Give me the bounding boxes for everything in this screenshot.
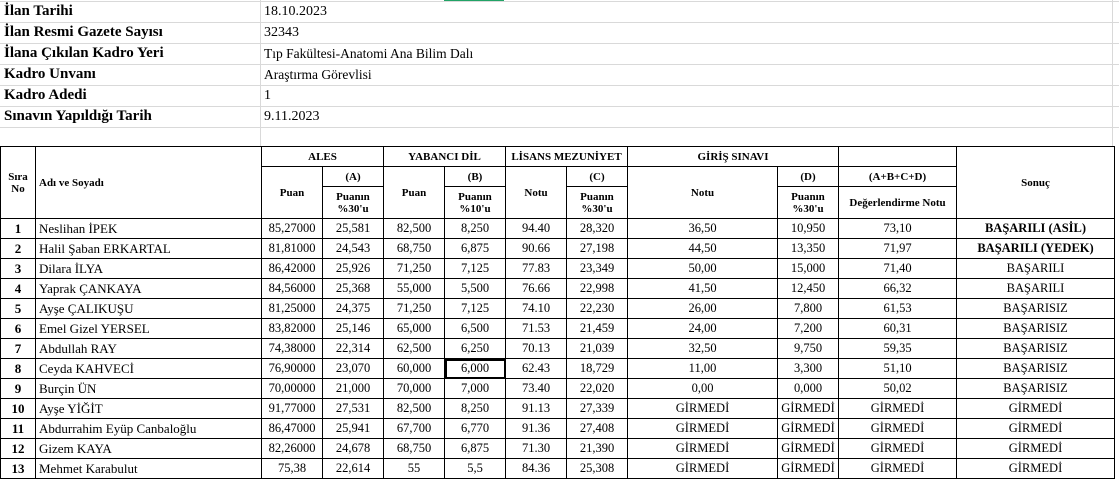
table-row (1, 279, 1115, 299)
cell-sira-no[interactable]: 10 (1, 399, 36, 419)
cell-ales-puanin[interactable]: 23,070 (323, 359, 384, 379)
header-d-p30: %30'u (792, 202, 824, 215)
cell-name[interactable]: Abdullah RAY (36, 339, 262, 359)
cell-sonuc[interactable]: BAŞARILI (957, 259, 1115, 279)
cell-giris-puanin[interactable]: 13,350 (778, 239, 839, 259)
cell-lisans-puanin[interactable]: 27,339 (567, 399, 628, 419)
cell-giris-notu[interactable]: GİRMEDİ (628, 419, 778, 439)
cell-sira-no[interactable]: 2 (1, 239, 36, 259)
cell-ales-puanin[interactable]: 25,368 (323, 279, 384, 299)
cell-lisans-notu[interactable]: 77.83 (506, 259, 567, 279)
cell-yabanci-puan[interactable]: 82,500 (384, 399, 445, 419)
cell-lisans-notu[interactable]: 73.40 (506, 379, 567, 399)
cell-lisans-notu[interactable]: 84.36 (506, 459, 567, 479)
table-row (1, 299, 1115, 319)
cell-giris-notu[interactable]: 26,00 (628, 299, 778, 319)
cell-sonuc[interactable]: GİRMEDİ (957, 399, 1115, 419)
header-a-p30: %30'u (337, 202, 369, 215)
cell-ales-puan[interactable]: 82,26000 (262, 439, 323, 459)
cell-sonuc[interactable]: BAŞARILI (ASİL) (957, 219, 1115, 239)
cell-name[interactable]: Ayşe YİĞİT (36, 399, 262, 419)
cell-sira-no[interactable]: 3 (1, 259, 36, 279)
grid-line (0, 127, 1119, 128)
cell-lisans-notu[interactable]: 62.43 (506, 359, 567, 379)
cell-name[interactable]: Neslihan İPEK (36, 219, 262, 239)
cell-ales-puan[interactable]: 74,38000 (262, 339, 323, 359)
header-ales: ALES (262, 147, 384, 167)
cell-yabanci-puan[interactable]: 71,250 (384, 299, 445, 319)
cell-giris-puanin[interactable]: GİRMEDİ (778, 399, 839, 419)
cell-sira-no[interactable]: 4 (1, 279, 36, 299)
table-header (1, 147, 1115, 219)
cell-lisans-notu[interactable]: 76.66 (506, 279, 567, 299)
cell-degerlendirme-notu[interactable]: 73,10 (839, 219, 957, 239)
cell-degerlendirme-notu[interactable]: GİRMEDİ (839, 439, 957, 459)
cell-degerlendirme-notu[interactable]: 60,31 (839, 319, 957, 339)
table-row (1, 459, 1115, 479)
table-row (1, 339, 1115, 359)
cell-lisans-puanin[interactable]: 27,198 (567, 239, 628, 259)
cell-name[interactable]: Mehmet Karabulut (36, 459, 262, 479)
cell-name[interactable]: Dilara İLYA (36, 259, 262, 279)
cell-lisans-puanin[interactable]: 25,308 (567, 459, 628, 479)
cell-yabanci-puanin[interactable]: 6,875 (445, 239, 506, 259)
cell-giris-notu[interactable]: GİRMEDİ (628, 459, 778, 479)
info-value-ilan-tarihi[interactable]: 18.10.2023 (264, 4, 327, 19)
cell-giris-puanin[interactable]: GİRMEDİ (778, 459, 839, 479)
header-b: (B) (445, 167, 506, 187)
cell-yabanci-puanin[interactable]: 7,125 (445, 299, 506, 319)
cell-lisans-puanin[interactable]: 21,039 (567, 339, 628, 359)
cell-giris-notu[interactable]: 24,00 (628, 319, 778, 339)
cell-sira-no[interactable]: 12 (1, 439, 36, 459)
cell-giris-notu[interactable]: 50,00 (628, 259, 778, 279)
info-value-kadro-yeri[interactable]: Tıp Fakültesi-Anatomi Ana Bilim Dalı (264, 46, 474, 61)
cell-sonuc[interactable]: GİRMEDİ (957, 419, 1115, 439)
cell-name[interactable]: Ayşe ÇALIKUŞU (36, 299, 262, 319)
cell-sira-no[interactable]: 6 (1, 319, 36, 339)
cell-yabanci-puanin[interactable]: 5,500 (445, 279, 506, 299)
cell-sonuc[interactable]: BAŞARILI (YEDEK) (957, 239, 1115, 259)
grid-line (0, 43, 1119, 44)
cell-ales-puanin[interactable]: 25,926 (323, 259, 384, 279)
cell-degerlendirme-notu[interactable]: GİRMEDİ (839, 459, 957, 479)
cell-sira-no[interactable]: 9 (1, 379, 36, 399)
cell-ales-puanin[interactable]: 25,581 (323, 219, 384, 239)
cell-lisans-notu[interactable]: 70.13 (506, 339, 567, 359)
header-d-puanin (778, 187, 839, 219)
header-c-puanin-text: Puanın (580, 190, 614, 203)
info-label-kadro-unvani: Kadro Unvanı (4, 66, 96, 82)
cell-lisans-puanin[interactable]: 23,349 (567, 259, 628, 279)
cell-giris-puanin[interactable]: GİRMEDİ (778, 419, 839, 439)
cell-name[interactable]: Halil Şaban ERKARTAL (36, 239, 262, 259)
header-c-p30: %30'u (581, 202, 613, 215)
cell-ales-puan[interactable]: 91,77000 (262, 399, 323, 419)
cell-degerlendirme-notu[interactable]: 71,97 (839, 239, 957, 259)
cell-ales-puan[interactable]: 86,47000 (262, 419, 323, 439)
cell-degerlendirme-notu[interactable]: 59,35 (839, 339, 957, 359)
cell-lisans-notu[interactable]: 91.13 (506, 399, 567, 419)
cell-yabanci-puan[interactable]: 82,500 (384, 219, 445, 239)
results-table (0, 146, 1115, 479)
cell-sonuc[interactable]: BAŞARISIZ (957, 299, 1115, 319)
table-row (1, 439, 1115, 459)
cell-lisans-puanin[interactable]: 28,320 (567, 219, 628, 239)
cell-giris-puanin[interactable]: 10,950 (778, 219, 839, 239)
cell-yabanci-puan[interactable]: 62,500 (384, 339, 445, 359)
cell-yabanci-puan[interactable]: 65,000 (384, 319, 445, 339)
info-value-sinav-tarihi[interactable]: 9.11.2023 (264, 109, 320, 124)
cell-lisans-notu[interactable]: 90.66 (506, 239, 567, 259)
cell-lisans-puanin[interactable]: 18,729 (567, 359, 628, 379)
cell-lisans-notu[interactable]: 94.40 (506, 219, 567, 239)
header-empty (839, 147, 957, 167)
header-ales-puan: Puan (262, 167, 323, 219)
header-name: Adı ve Soyadı (36, 147, 262, 219)
header-b-puanin (445, 187, 506, 219)
cell-ales-puan[interactable]: 81,81000 (262, 239, 323, 259)
cell-lisans-notu[interactable]: 71.53 (506, 319, 567, 339)
cell-degerlendirme-notu[interactable]: 61,53 (839, 299, 957, 319)
cell-yabanci-puan[interactable]: 68,750 (384, 239, 445, 259)
cell-giris-puanin[interactable]: 7,200 (778, 319, 839, 339)
cell-sonuc[interactable]: BAŞARILI (957, 279, 1115, 299)
cell-degerlendirme-notu[interactable]: GİRMEDİ (839, 419, 957, 439)
cell-ales-puanin[interactable]: 27,531 (323, 399, 384, 419)
cell-name[interactable]: Abdurrahim Eyüp Canbaloğlu (36, 419, 262, 439)
header-yabanci-puan: Puan (384, 167, 445, 219)
cell-ales-puanin[interactable]: 22,314 (323, 339, 384, 359)
cell-giris-notu[interactable]: 32,50 (628, 339, 778, 359)
cell-yabanci-puanin[interactable]: 6,770 (445, 419, 506, 439)
cell-ales-puanin[interactable]: 24,375 (323, 299, 384, 319)
header-sira-no (1, 147, 36, 219)
cell-name[interactable]: Ceyda KAHVECİ (36, 359, 262, 379)
cell-ales-puanin[interactable]: 25,941 (323, 419, 384, 439)
cell-yabanci-puanin[interactable]: 8,250 (445, 219, 506, 239)
cell-degerlendirme-notu[interactable]: GİRMEDİ (839, 399, 957, 419)
info-value-kadro-adedi[interactable]: 1 (264, 88, 271, 103)
cell-sonuc[interactable]: BAŞARISIZ (957, 359, 1115, 379)
header-b-puanin-text: Puanın (458, 190, 492, 203)
header-giris-sinavi: GİRİŞ SINAVI (628, 147, 839, 167)
cell-degerlendirme-notu[interactable]: 66,32 (839, 279, 957, 299)
table-row (1, 419, 1115, 439)
header-c-puanin (567, 187, 628, 219)
cell-sira-no[interactable]: 5 (1, 299, 36, 319)
table-row (1, 379, 1115, 399)
cell-ales-puan[interactable]: 84,56000 (262, 279, 323, 299)
cell-giris-notu[interactable]: 0,00 (628, 379, 778, 399)
cell-yabanci-puan[interactable]: 68,750 (384, 439, 445, 459)
header-a: (A) (323, 167, 384, 187)
header-giris-notu: Notu (628, 167, 778, 219)
cell-name[interactable]: Burçin ÜN (36, 379, 262, 399)
table-row (1, 219, 1115, 239)
cell-yabanci-puanin[interactable]: 6,000 (445, 359, 506, 379)
cell-ales-puan[interactable]: 75,38 (262, 459, 323, 479)
info-label-kadro-adedi: Kadro Adedi (4, 87, 87, 103)
cell-ales-puanin[interactable]: 25,146 (323, 319, 384, 339)
header-c: (C) (567, 167, 628, 187)
header-d-puanin-text: Puanın (791, 190, 825, 203)
cell-name[interactable]: Gizem KAYA (36, 439, 262, 459)
header-d: (D) (778, 167, 839, 187)
header-sira: Sıra (8, 170, 28, 183)
cell-ales-puanin[interactable]: 21,000 (323, 379, 384, 399)
grid-line (1112, 0, 1113, 146)
cell-sira-no[interactable]: 7 (1, 339, 36, 359)
cell-ales-puan[interactable]: 85,27000 (262, 219, 323, 239)
table-body (1, 219, 1115, 479)
grid-line (0, 106, 1119, 107)
cell-name[interactable]: Emel Gizel YERSEL (36, 319, 262, 339)
header-a-puanin-text: Puanın (336, 190, 370, 203)
cell-ales-puan[interactable]: 86,42000 (262, 259, 323, 279)
cell-yabanci-puanin[interactable]: 6,250 (445, 339, 506, 359)
cell-ales-puan[interactable]: 81,25000 (262, 299, 323, 319)
grid-line (0, 64, 1119, 65)
cell-giris-puanin[interactable]: GİRMEDİ (778, 439, 839, 459)
info-value-gazete-sayisi[interactable]: 32343 (264, 25, 299, 40)
cell-yabanci-puanin[interactable]: 7,000 (445, 379, 506, 399)
header-lisans-notu: Notu (506, 167, 567, 219)
cell-ales-puanin[interactable]: 24,678 (323, 439, 384, 459)
grid-line (0, 22, 1119, 23)
cell-giris-puanin[interactable]: 12,450 (778, 279, 839, 299)
cell-giris-puanin[interactable]: 15,000 (778, 259, 839, 279)
cell-yabanci-puanin[interactable]: 7,125 (445, 259, 506, 279)
table-row (1, 319, 1115, 339)
cell-ales-puan[interactable]: 70,00000 (262, 379, 323, 399)
cell-sira-no[interactable]: 8 (1, 359, 36, 379)
cell-giris-puanin[interactable]: 7,800 (778, 299, 839, 319)
cell-name[interactable]: Yaprak ÇANKAYA (36, 279, 262, 299)
cell-ales-puan[interactable]: 83,82000 (262, 319, 323, 339)
cell-giris-notu[interactable]: GİRMEDİ (628, 399, 778, 419)
cell-lisans-puanin[interactable]: 22,998 (567, 279, 628, 299)
cell-lisans-puanin[interactable]: 22,020 (567, 379, 628, 399)
header-lisans: LİSANS MEZUNİYET (506, 147, 628, 167)
cell-lisans-notu[interactable]: 71.30 (506, 439, 567, 459)
header-abcd: (A+B+C+D) (839, 167, 957, 187)
cell-sonuc[interactable]: BAŞARISIZ (957, 319, 1115, 339)
cell-giris-notu[interactable]: 41,50 (628, 279, 778, 299)
cell-ales-puanin[interactable]: 24,543 (323, 239, 384, 259)
cell-lisans-notu[interactable]: 74.10 (506, 299, 567, 319)
cell-ales-puanin[interactable]: 22,614 (323, 459, 384, 479)
grid-line (0, 1, 1119, 2)
cell-degerlendirme-notu[interactable]: 51,10 (839, 359, 957, 379)
cell-yabanci-puan[interactable]: 70,000 (384, 379, 445, 399)
cell-lisans-notu[interactable]: 91.36 (506, 419, 567, 439)
cell-sonuc[interactable]: BAŞARISIZ (957, 339, 1115, 359)
cell-ales-puan[interactable]: 76,90000 (262, 359, 323, 379)
cell-yabanci-puanin[interactable]: 6,875 (445, 439, 506, 459)
info-label-kadro-yeri: İlana Çıkılan Kadro Yeri (4, 45, 164, 61)
cell-degerlendirme-notu[interactable]: 50,02 (839, 379, 957, 399)
cell-yabanci-puanin[interactable]: 5,5 (445, 459, 506, 479)
cell-giris-notu[interactable]: GİRMEDİ (628, 439, 778, 459)
cell-giris-puanin[interactable]: 0,000 (778, 379, 839, 399)
grid-line (260, 0, 261, 146)
cell-sira-no[interactable]: 1 (1, 219, 36, 239)
table-row (1, 399, 1115, 419)
cell-yabanci-puan[interactable]: 55 (384, 459, 445, 479)
header-a-puanin (323, 187, 384, 219)
cell-giris-notu[interactable]: 44,50 (628, 239, 778, 259)
cell-giris-puanin[interactable]: 3,300 (778, 359, 839, 379)
cell-sonuc[interactable]: GİRMEDİ (957, 439, 1115, 459)
info-value-kadro-unvani[interactable]: Araştırma Görevlisi (264, 67, 372, 82)
cell-giris-notu[interactable]: 36,50 (628, 219, 778, 239)
info-label-gazete-sayisi: İlan Resmi Gazete Sayısı (4, 24, 163, 40)
cell-lisans-puanin[interactable]: 27,408 (567, 419, 628, 439)
header-b-p10: %10'u (459, 202, 491, 215)
cell-lisans-puanin[interactable]: 21,459 (567, 319, 628, 339)
table-row (1, 359, 1115, 379)
cell-yabanci-puan[interactable]: 60,000 (384, 359, 445, 379)
table-row (1, 239, 1115, 259)
cell-lisans-puanin[interactable]: 21,390 (567, 439, 628, 459)
cell-yabanci-puan[interactable]: 71,250 (384, 259, 445, 279)
info-label-ilan-tarihi: İlan Tarihi (4, 3, 73, 19)
cell-yabanci-puan[interactable]: 55,000 (384, 279, 445, 299)
header-degerlendirme: Değerlendirme Notu (839, 187, 957, 219)
cell-giris-puanin[interactable]: 9,750 (778, 339, 839, 359)
header-yabanci-dil: YABANCI DİL (384, 147, 506, 167)
grid-line (0, 85, 1119, 86)
cell-sonuc[interactable]: BAŞARISIZ (957, 379, 1115, 399)
cell-lisans-puanin[interactable]: 22,230 (567, 299, 628, 319)
cell-yabanci-puanin[interactable]: 8,250 (445, 399, 506, 419)
table-row (1, 259, 1115, 279)
cell-yabanci-puanin[interactable]: 6,500 (445, 319, 506, 339)
cell-degerlendirme-notu[interactable]: 71,40 (839, 259, 957, 279)
header-sonuc: Sonuç (957, 147, 1115, 219)
cell-sonuc[interactable]: GİRMEDİ (957, 459, 1115, 479)
cell-sira-no[interactable]: 13 (1, 459, 36, 479)
cell-yabanci-puan[interactable]: 67,700 (384, 419, 445, 439)
header-no: No (11, 182, 25, 195)
cell-giris-notu[interactable]: 11,00 (628, 359, 778, 379)
info-label-sinav-tarihi: Sınavın Yapıldığı Tarih (4, 108, 152, 124)
cell-sira-no[interactable]: 11 (1, 419, 36, 439)
